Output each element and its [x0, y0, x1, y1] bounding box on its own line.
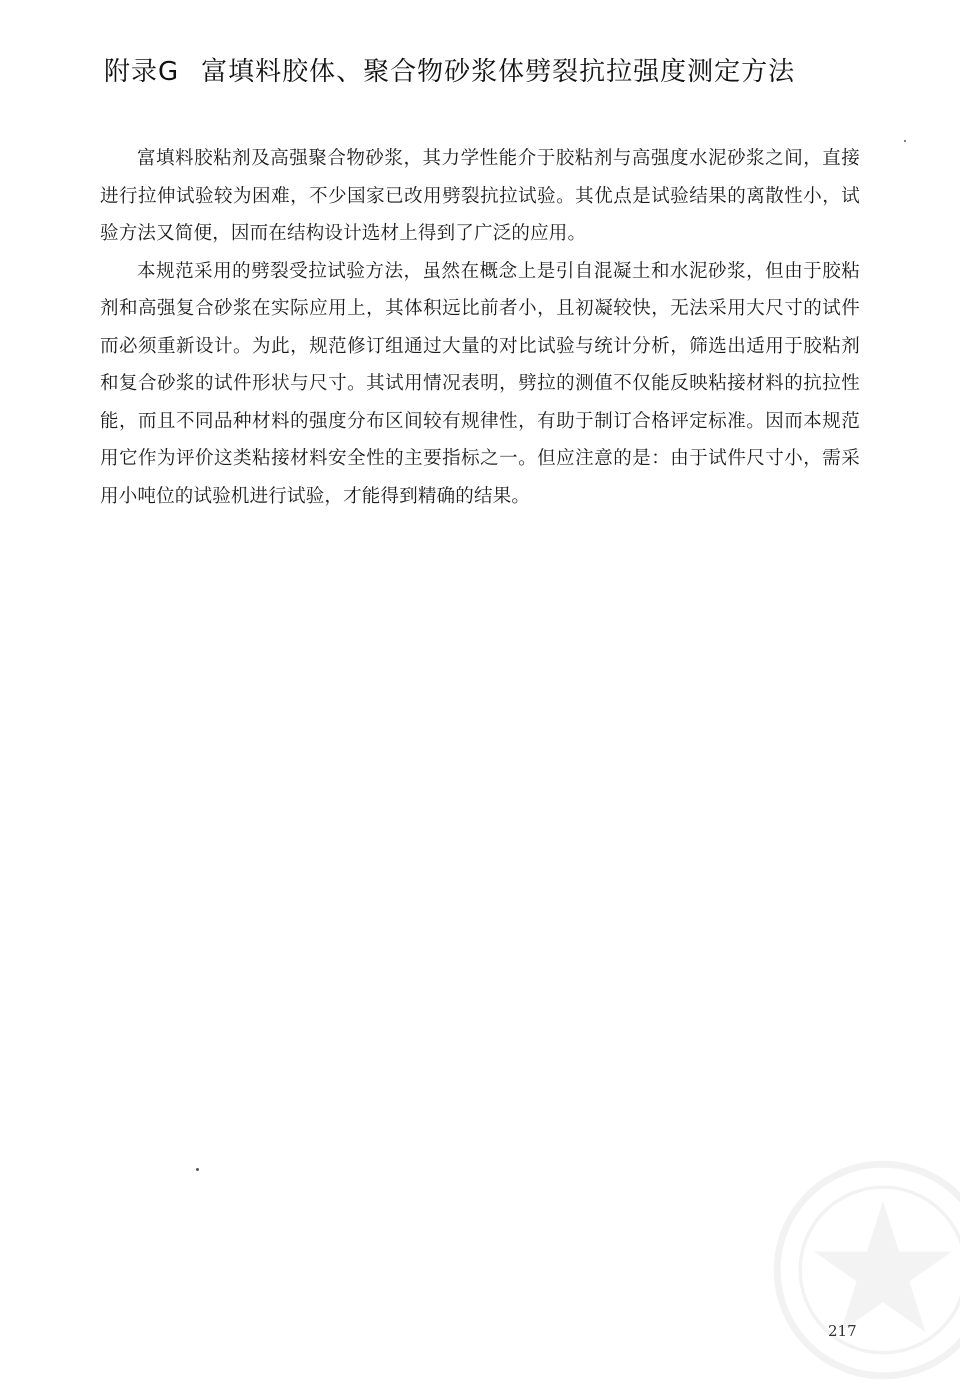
scan-speck — [196, 1168, 199, 1171]
paragraph-2: 本规范采用的劈裂受拉试验方法，虽然在概念上是引自混凝土和水泥砂浆，但由于胶粘剂和高强复合砂浆在实际应用上，其体积远比前者小，且初凝较快，无法采用大尺寸的试件而必须重新设计。为此，规范修订组通过大量的对比试验与统计分析，筛选出适用于胶粘剂和复合砂浆的试件形状与尺寸。其试用情况表明，劈拉的测值不仅能反映粘接材料的抗拉性能，而且不同品种材料的强度分布区间较有规律性，有助于制订合格评定标准。因而本规范用它作为评价这类粘接材料安全性的主要指标之一。但应注意的是：由于试件尺寸小，需采用小吨位的试验机进行试验，才能得到精确的结果。 — [100, 260, 860, 507]
body-text — [100, 140, 860, 515]
paragraph-1: 富填料胶粘剂及高强聚合物砂浆，其力学性能介于胶粘剂与高强度水泥砂浆之间，直接进行拉伸试验较为困难，不少国家已改用劈裂抗拉试验。其优点是试验结果的离散性小，试验方法又简便，因而在结构设计选材上得到了广泛的应用。 — [100, 148, 860, 244]
scan-speck — [904, 140, 906, 142]
watermark-seal-icon — [768, 1155, 960, 1385]
page-number: 217 — [828, 1322, 857, 1340]
appendix-title: 富填料胶体、聚合物砂浆体劈裂抗拉强度测定方法 — [201, 57, 796, 87]
page-title — [104, 52, 884, 92]
appendix-label: 附录G — [104, 57, 180, 87]
